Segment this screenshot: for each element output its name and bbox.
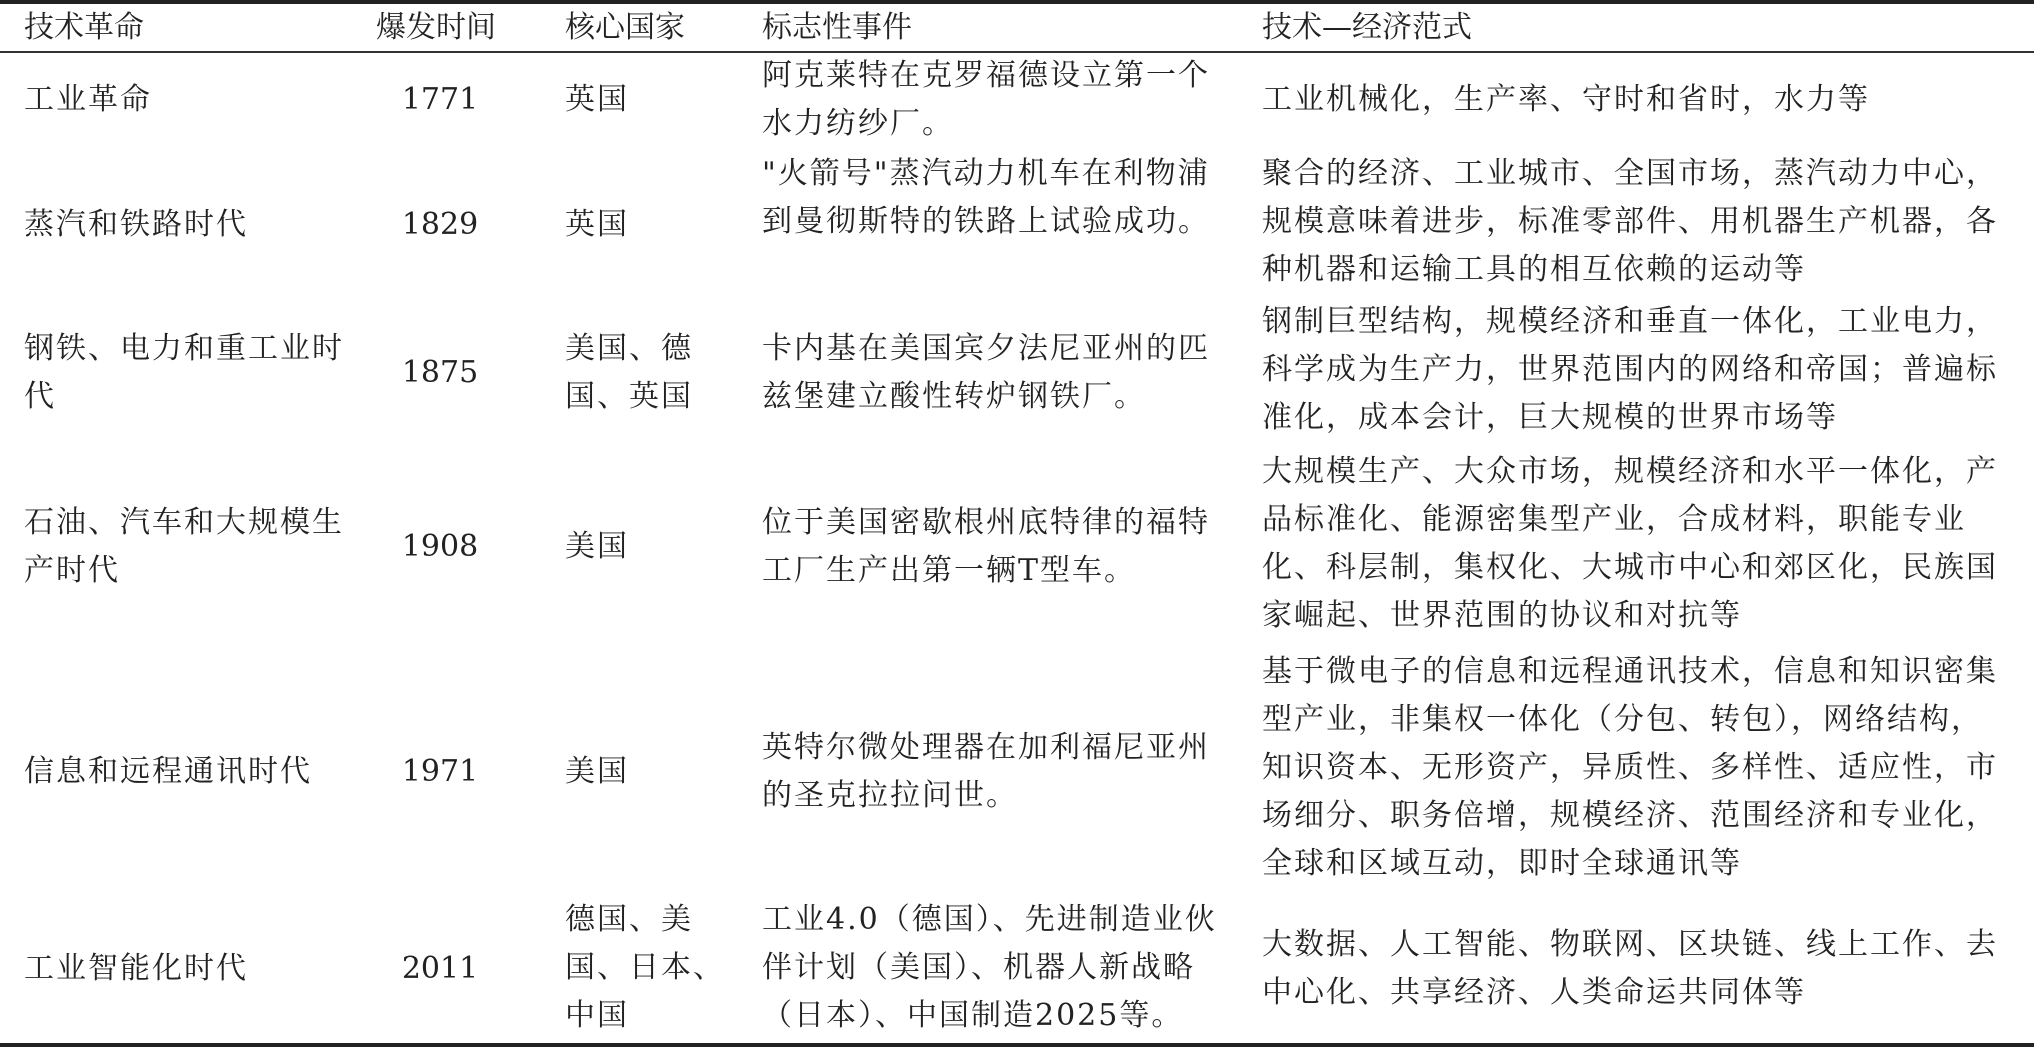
cell-paradigm: 大规模生产、大众市场，规模经济和水平一体化，产品标准化、能源密集型产业，合成材料，职能专业化、科层制，集权化、大城市中心和郊区化，民族国家崛起、世界范围的协议和对抗等 bbox=[1262, 454, 1998, 633]
cell-paradigm: 钢制巨型结构，规模经济和垂直一体化，工业电力，科学成为生产力，世界范围内的网络和帝国；普遍标准化，成本会计，巨大规模的世界市场等 bbox=[1262, 304, 1998, 435]
cell-year-text: 1971 bbox=[401, 754, 479, 789]
cell-event: 阿克莱特在克罗福德设立第一个水力纺纱厂。 bbox=[762, 58, 1210, 141]
cell-revolution bbox=[24, 648, 354, 896]
cell-year bbox=[370, 298, 510, 448]
cell-year-text: 1771 bbox=[401, 82, 479, 117]
cell-country-text: 英国 bbox=[565, 207, 629, 242]
cell-year-text: 1875 bbox=[401, 355, 479, 390]
cell-event: "火箭号"蒸汽动力机车在利物浦到曼彻斯特的铁路上试验成功。 bbox=[762, 156, 1210, 239]
cell-revolution-text: 工业革命 bbox=[24, 82, 152, 117]
cell-paradigm-text: 工业机械化，生产率、守时和省时，水力等 bbox=[1262, 82, 1870, 117]
cell-revolution-text: 工业智能化时代 bbox=[24, 951, 248, 986]
cell-year bbox=[370, 648, 510, 896]
cell-event-text: 卡内基在美国宾夕法尼亚州的匹兹堡建立酸性转炉钢铁厂。 bbox=[762, 331, 1210, 414]
header-paradigm: 技术—经济范式 bbox=[1262, 10, 1472, 45]
cell-paradigm: 基于微电子的信息和远程通讯技术，信息和知识密集型产业，非集权一体化（分包、转包），网络结构，知识资本、无形资产，异质性、多样性、适应性，市场细分、职务倍增，规模经济、范围经济和专业化，全球和区域互动，即时全球通讯等 bbox=[1262, 654, 1998, 881]
cell-event: 工业4.0（德国）、先进制造业伙伴计划（美国）、机器人新战略（日本）、中国制造2025等。 bbox=[762, 902, 1217, 1033]
cell-event bbox=[762, 298, 1220, 448]
cell-country bbox=[565, 648, 725, 896]
cell-event-text: 英特尔微处理器在加利福尼亚州的圣克拉拉问世。 bbox=[762, 730, 1210, 813]
cell-country bbox=[565, 52, 725, 148]
header-revolution: 技术革命 bbox=[24, 10, 144, 45]
cell-revolution bbox=[24, 150, 354, 300]
cell-year bbox=[370, 896, 510, 1042]
cell-revolution-text: 蒸汽和铁路时代 bbox=[24, 207, 248, 242]
cell-country bbox=[565, 298, 725, 448]
table-top-rule bbox=[0, 0, 2034, 4]
cell-year-text: 1829 bbox=[401, 207, 479, 242]
cell-revolution-text: 信息和远程通讯时代 bbox=[24, 754, 312, 789]
cell-revolution bbox=[24, 896, 354, 1042]
header-event: 标志性事件 bbox=[762, 10, 912, 45]
cell-paradigm: 聚合的经济、工业城市、全国市场，蒸汽动力中心，规模意味着进步，标准零部件、用机器生产机器，各种机器和运输工具的相互依赖的运动等 bbox=[1262, 156, 1998, 287]
cell-revolution bbox=[24, 448, 354, 646]
header-country: 核心国家 bbox=[565, 10, 685, 45]
cell-country bbox=[565, 448, 725, 646]
cell-country-text: 美国 bbox=[565, 754, 629, 789]
cell-event-text: 位于美国密歇根州底特律的福特工厂生产出第一辆T型车。 bbox=[762, 505, 1210, 588]
cell-revolution bbox=[24, 298, 354, 448]
header-year: 爆发时间 bbox=[376, 10, 496, 45]
cell-country-text: 美国 bbox=[565, 529, 629, 564]
cell-country: 德国、美国、日本、中国 bbox=[565, 902, 725, 1033]
cell-year bbox=[370, 448, 510, 646]
cell-revolution-text: 石油、汽车和大规模生产时代 bbox=[24, 505, 344, 588]
cell-year bbox=[370, 52, 510, 148]
cell-country-text: 美国、德国、英国 bbox=[565, 331, 693, 414]
cell-year-text: 1908 bbox=[401, 529, 479, 564]
cell-year-text: 2011 bbox=[401, 951, 479, 986]
cell-paradigm-text: 大数据、人工智能、物联网、区块链、线上工作、去中心化、共享经济、人类命运共同体等 bbox=[1262, 927, 1998, 1010]
cell-revolution bbox=[24, 52, 354, 148]
cell-year bbox=[370, 150, 510, 300]
cell-revolution-text: 钢铁、电力和重工业时代 bbox=[24, 331, 344, 414]
cell-event bbox=[762, 448, 1220, 646]
cell-paradigm bbox=[1262, 896, 2012, 1042]
table-bottom-rule bbox=[0, 1043, 2034, 1047]
cell-country bbox=[565, 150, 725, 300]
cell-country-text: 英国 bbox=[565, 82, 629, 117]
cell-event bbox=[762, 648, 1220, 896]
cell-paradigm bbox=[1262, 52, 2012, 148]
